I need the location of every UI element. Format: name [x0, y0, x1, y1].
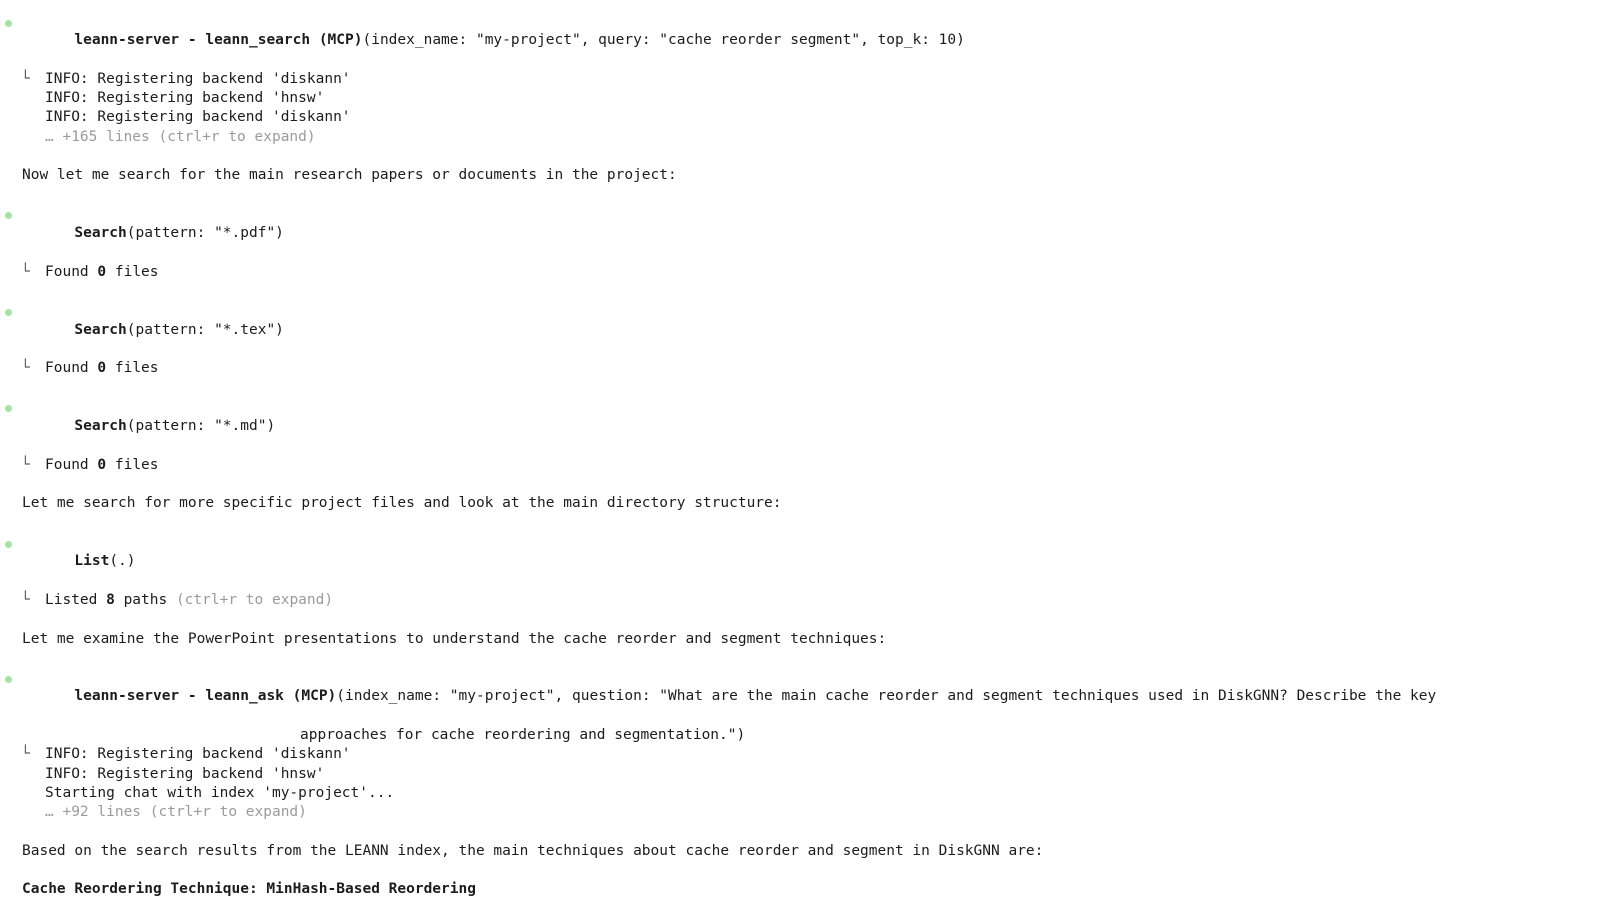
status-bullet-icon [5, 676, 12, 683]
tool-args: (index_name: "my-project", question: "What are the main cache reorder and segment techniques used in DiskGNN? Describe the key [336, 688, 1437, 705]
assistant-message: Let me examine the PowerPoint presentations to understand the cache reorder and segment techniques: [22, 630, 887, 647]
tool-call-header[interactable] [0, 301, 1600, 359]
assistant-message: Based on the search results from the LEANN index, the main techniques about cache reorder and segment in DiskGNN are: [22, 842, 1044, 859]
tool-name: leann-server - leann_ask (MCP) [74, 688, 337, 705]
tool-call-block [0, 533, 1600, 610]
tool-result-text: paths [114, 591, 176, 608]
tool-result-count: 0 [97, 456, 107, 473]
tool-result-count: 0 [97, 263, 107, 280]
tool-result-count: 0 [97, 360, 107, 377]
answer-section-heading: Cache Reordering Technique: MinHash-Based Reordering [22, 881, 476, 898]
tool-result-line: INFO: Registering backend 'diskann' [45, 746, 351, 763]
tool-result-line: Starting chat with index 'my-project'... [45, 784, 395, 801]
tool-name: List [74, 553, 110, 570]
expand-hint[interactable]: (ctrl+r to expand) [175, 591, 334, 608]
tool-call-block [0, 301, 1600, 378]
tool-call-header[interactable] [0, 398, 1600, 456]
tool-result-text: Listed [45, 591, 107, 608]
tree-elbow-icon: └ [21, 263, 30, 280]
status-bullet-icon [5, 212, 12, 219]
tool-args: (pattern: "*.pdf") [126, 225, 284, 242]
tool-result-text: files [106, 456, 159, 473]
tree-elbow-icon: └ [21, 746, 30, 763]
expand-hint[interactable]: … +165 lines (ctrl+r to expand) [45, 128, 316, 145]
tool-result-line: INFO: Registering backend 'hnsw' [45, 765, 325, 782]
tool-call-header[interactable] [0, 12, 1600, 70]
tool-name: Search [74, 321, 127, 338]
tool-call-header[interactable] [0, 533, 1600, 591]
tool-result-text: files [106, 360, 159, 377]
spacer [0, 186, 1600, 205]
tool-name: Search [74, 418, 127, 435]
tool-args: (pattern: "*.tex") [126, 321, 284, 338]
tool-name: Search [74, 225, 127, 242]
tool-result-text: files [106, 263, 159, 280]
tool-args: (.) [109, 553, 136, 570]
tool-result-text: Found [45, 263, 98, 280]
tool-call-block [0, 205, 1600, 282]
status-bullet-icon [5, 309, 12, 316]
tool-call-block [0, 398, 1600, 475]
tool-name: leann-server - leann_search (MCP) [74, 32, 363, 49]
spacer [0, 861, 1600, 880]
assistant-message: Now let me search for the main research papers or documents in the project: [22, 167, 677, 184]
tool-result-count: 8 [106, 591, 115, 608]
tool-result-text: Found [45, 360, 98, 377]
spacer [0, 379, 1600, 398]
tool-result-first-line [0, 456, 1600, 475]
tool-call-block [0, 12, 1600, 147]
tool-args: (pattern: "*.md") [126, 418, 276, 435]
tool-result-line: INFO: Registering backend 'diskann' [45, 70, 351, 87]
tool-result-first-line [0, 745, 1600, 764]
status-bullet-icon [5, 541, 12, 548]
spacer [0, 282, 1600, 301]
tree-elbow-icon: └ [21, 456, 30, 473]
tool-result-first-line [0, 591, 1600, 610]
status-bullet-icon [5, 20, 12, 27]
tool-args-continuation: approaches for cache reordering and segmentation.") [300, 726, 746, 743]
spacer [0, 649, 1600, 668]
tree-elbow-icon: └ [21, 70, 30, 87]
tool-result-line: INFO: Registering backend 'diskann' [45, 109, 351, 126]
tool-result-text: Found [45, 456, 98, 473]
tool-result-first-line [0, 359, 1600, 378]
status-bullet-icon [5, 405, 12, 412]
tool-call-header[interactable] [0, 668, 1600, 726]
assistant-message: Let me search for more specific project files and look at the main directory structure: [22, 495, 782, 512]
tool-call-header[interactable] [0, 205, 1600, 263]
expand-hint[interactable]: … +92 lines (ctrl+r to expand) [45, 804, 307, 821]
tool-result-line: INFO: Registering backend 'hnsw' [45, 90, 325, 107]
tool-args: (index_name: "my-project", query: "cache reorder segment", top_k: 10) [362, 32, 965, 49]
tree-elbow-icon: └ [21, 591, 30, 608]
tool-call-block [0, 668, 1600, 822]
tool-result-first-line [0, 70, 1600, 89]
tree-elbow-icon: └ [21, 360, 30, 377]
spacer [0, 514, 1600, 533]
tool-result-first-line [0, 263, 1600, 282]
